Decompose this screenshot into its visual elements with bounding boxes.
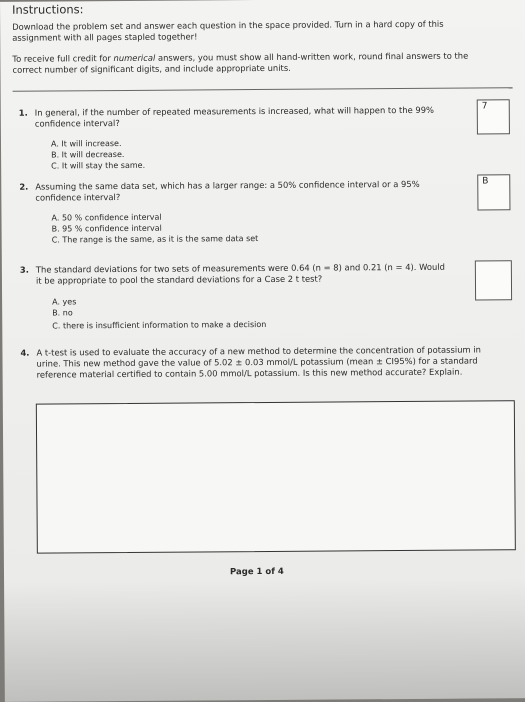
question-3-text-line-1: The standard deviations for two sets of measurements were 0.64 (n = 8) and 0.21 (n = 4). Would — [35, 261, 446, 275]
question-1-answer-box[interactable] — [477, 99, 510, 134]
question-1-option-b: B. It will decrease. — [51, 149, 125, 160]
question-1-option-c: C. It will stay the same. — [51, 160, 146, 171]
question-3-number: 3. — [19, 264, 29, 275]
instructions-line-3: To receive full credit for numerical answers, you must show all hand-written work, round final answers to the — [12, 50, 469, 64]
question-4-text-line-2: urine. This new method gave the value of 5.02 ± 0.03 mmol/L potassium (mean ± CI95%) for a standard — [36, 355, 478, 369]
question-3-text-line-2: it be appropriate to pool the standard deviations for a Case 2 t test? — [35, 273, 323, 286]
question-4-answer-area[interactable] — [36, 400, 516, 553]
question-2-answer: B — [482, 176, 489, 187]
instructions-title: Instructions: — [12, 2, 84, 17]
instructions-line-2: assignment with all pages stapled together! — [12, 31, 198, 43]
instructions-line-1: Download the problem set and answer each question in the space provided. Turn in a hard copy of this — [12, 18, 444, 32]
question-4-text-line-3: reference material certified to contain 5.00 mmol/L potassium. Is this new method accurate? Explain. — [36, 366, 463, 380]
question-2-text-line-2: confidence interval? — [35, 191, 121, 203]
instructions-line-4: correct number of significant digits, and include appropriate units. — [12, 62, 291, 75]
header-divider — [13, 87, 513, 91]
question-2-answer-box[interactable] — [477, 174, 510, 210]
question-3-answer-box[interactable] — [475, 260, 512, 300]
question-1-text-line-2: confidence interval? — [34, 117, 120, 129]
question-2-option-b: B. 95 % confidence interval — [51, 223, 162, 234]
question-4-text-line-1: A t-test is used to evaluate the accuracy of a new method to determine the concentration of potassium in — [36, 344, 481, 358]
question-1-number: 1. — [18, 107, 28, 118]
question-1-option-a: A. It will increase. — [50, 138, 122, 149]
question-2-number: 2. — [19, 181, 29, 192]
page-shadow — [4, 578, 525, 702]
question-1-text-line-1: In general, if the number of repeated measurements is increased, what will happen to the 99% — [34, 104, 435, 118]
question-2-option-a: A. 50 % confidence interval — [51, 212, 162, 223]
question-2-option-c: C. The range is the same, as it is the same data set — [51, 234, 259, 245]
page-number: Page 1 of 4 — [229, 566, 284, 578]
question-4-number: 4. — [20, 347, 30, 358]
question-1-answer: 7 — [481, 101, 488, 112]
question-3-option-c: C. there is insufficient information to make a decision — [52, 319, 267, 331]
question-3-option-b: B. no — [52, 308, 73, 318]
question-2-text-line-1: Assuming the same data set, which has a larger range: a 50% confidence interval or a 95% — [35, 178, 420, 192]
question-3-option-a: A. yes — [52, 297, 77, 307]
